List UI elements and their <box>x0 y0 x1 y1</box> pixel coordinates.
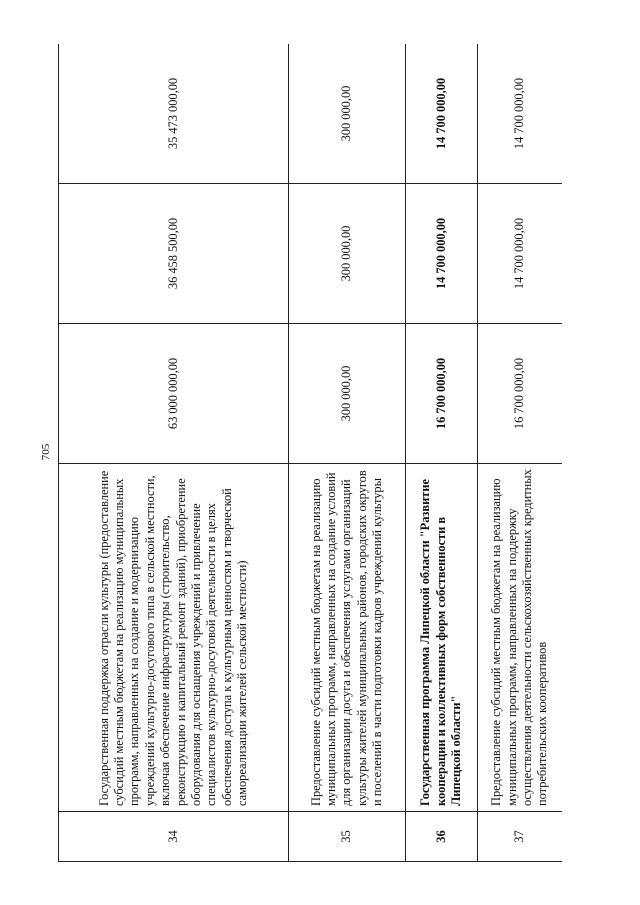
amount-col-2: 14 700 000,00 <box>406 184 478 324</box>
amount-col-1: 16 700 000,00 <box>478 324 563 464</box>
amount-col-3: 14 700 000,00 <box>406 44 478 184</box>
row-description: Предоставление субсидий местным бюджетам на реализацию муниципальных программ, направленных на поддержку осуществления деятельности сельскохозяйственных кредитных потребительских кооперативов <box>478 464 563 812</box>
amount-col-1: 16 700 000,00 <box>406 324 478 464</box>
amount-col-1: 63 000 000,00 <box>59 324 289 464</box>
amount-col-2: 14 700 000,00 <box>478 184 563 324</box>
row-number: 37 <box>478 812 563 862</box>
amount-col-2: 36 458 500,00 <box>59 184 289 324</box>
table-container <box>58 44 562 862</box>
page-number: 705 <box>40 443 52 461</box>
row-description: Государственная программа Липецкой области "Развитие кооперации и коллективных форм собственности в Липецкой области" <box>406 464 478 812</box>
amount-col-2: 300 000,00 <box>289 184 406 324</box>
table-row <box>59 44 289 862</box>
table-row <box>289 44 406 862</box>
amount-col-3: 14 700 000,00 <box>478 44 563 184</box>
amount-col-1: 300 000,00 <box>289 324 406 464</box>
row-number: 36 <box>406 812 478 862</box>
amount-col-3: 35 473 000,00 <box>59 44 289 184</box>
row-number: 35 <box>289 812 406 862</box>
amount-col-3: 300 000,00 <box>289 44 406 184</box>
row-description: Государственная поддержка отрасли культуры (предоставление субсидий местным бюджетам на реализацию муниципальных программ, направленных на создание и модернизацию учреждений культурно-досугового типа в сельской местности, включая обеспечение инфраструктуры (строительство, реконструкцию и капитальный ремонт зданий), приобретение оборудования для оснащения учреждений и привлечение специалистов культурно-досуговой деятельности в целях обеспечения доступа к культурным ценностям и творческой самореализации жителей сельской местности) <box>59 464 289 812</box>
row-description: Предоставление субсидий местным бюджетам на реализацию муниципальных программ, направленных на создание условий для организации досуга и обеспечения услугами организаций культуры жителей муниципальных районов, городских округов и поселений в части подготовки кадров учреждений культуры <box>289 464 406 812</box>
table-row <box>406 44 478 862</box>
row-number: 34 <box>59 812 289 862</box>
budget-table <box>58 44 562 862</box>
table-row <box>478 44 563 862</box>
